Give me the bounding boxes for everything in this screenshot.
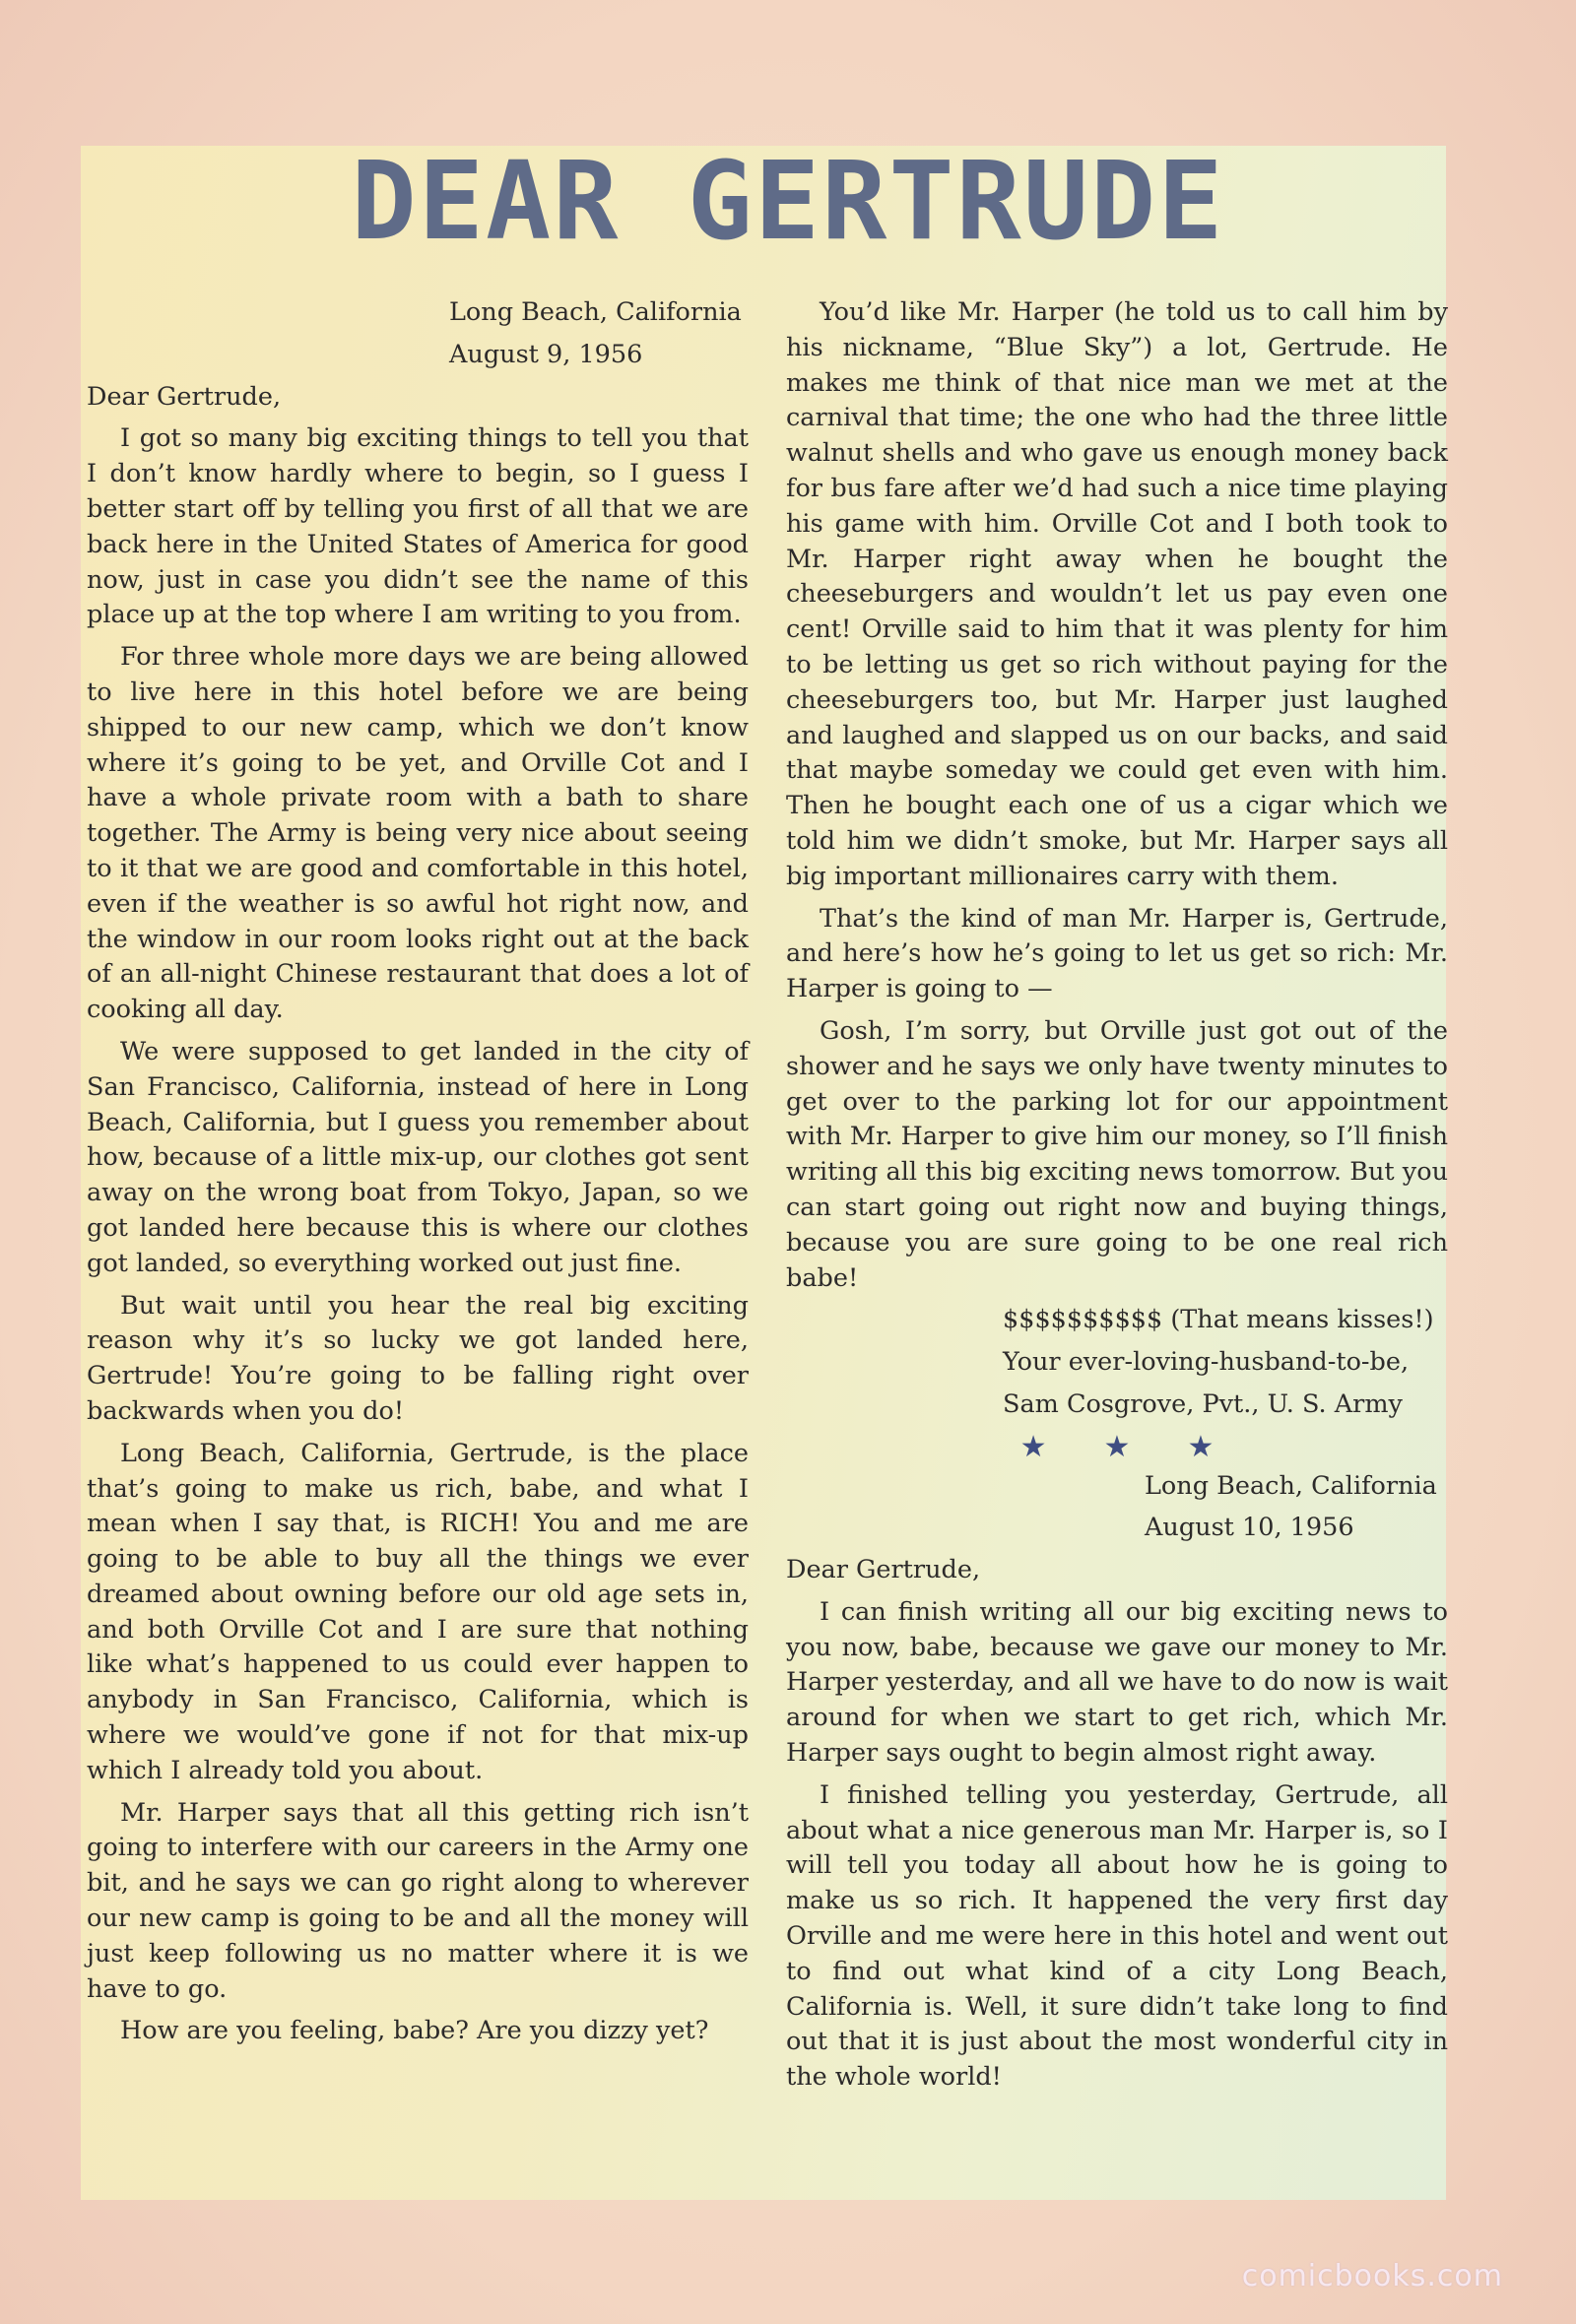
letter1-paragraph: For three whole more days we are being allowed to live here in this hotel before we are being shipped to our new camp, which we don’t know where it’s going to be yet, and Orville Cot and I have a whole private room with a bath to share together. The Army is being very nice about seeing to it that we are good and comfortable in this hotel, even if the weather is so awful hot right now, and the window in our room looks right out at the back of an all-night Chinese restaurant that does a lot of cooking all day.	[87, 642, 749, 1025]
letter1-paragraph: Gosh, I’m sorry, but Orville just got out of the shower and he says we only have twenty minutes to get over to the parking lot for our appointment with Mr. Harper to give him our money, so I’ll finish writing all this big exciting news tomorrow. But you can start going out right now and buying things, because you are sure going to be one real rich babe!	[786, 1015, 1448, 1293]
letter1-paragraph: But wait until you hear the real big exciting reason why it’s so lucky we got landed here, Gertrude! You’re going to be falling right over backwards when you do!	[87, 1290, 749, 1426]
letter1-paragraph: How are you feeling, babe? Are you dizzy yet?	[120, 2016, 709, 2046]
watermark: comicbooks.com	[1241, 2259, 1503, 2293]
signoff-line: Your ever-loving-husband-to-be,	[1003, 1347, 1410, 1378]
letter1-date: August 9, 1956	[449, 339, 643, 369]
page-title: DEAR GERTRUDE	[351, 138, 1225, 264]
letter2-paragraph: I finished telling you yesterday, Gertrude, all about what a nice generous man Mr. Harper is, so I will tell you today all about how he is going to make us so rich. It happened the very first day Orville and me were here in this hotel and went out to find out what kind of a city Long Beach, California is. Well, it sure didn’t take long to find out that it is just about the most wonderful city in the whole world!	[786, 1779, 1448, 2093]
letter1-place: Long Beach, California	[449, 297, 742, 327]
letter2-date: August 10, 1956	[1145, 1513, 1354, 1543]
letter1-greeting: Dear Gertrude,	[87, 381, 282, 412]
signoff-signature: Sam Cosgrove, Pvt., U. S. Army	[1003, 1388, 1403, 1419]
letter2-place: Long Beach, California	[1145, 1470, 1437, 1501]
left-column	[87, 295, 749, 2056]
signoff-line: $$$$$$$$$$ (That means kisses!)	[1003, 1305, 1434, 1335]
right-column	[786, 295, 1448, 2102]
star-divider-icon: ★★★	[1019, 1429, 1272, 1464]
letter2-greeting: Dear Gertrude,	[786, 1555, 981, 1585]
letter1-paragraph: I got so many big exciting things to tell you that I don’t know hardly where to begin, so I guess I better start off by telling you first of all that we are back here in the United States of America for good now, just in case you didn’t see the name of this place up at the top where I am writing to you from.	[87, 423, 749, 630]
letter1-paragraph: That’s the kind of man Mr. Harper is, Gertrude, and here’s how he’s going to let us get so rich: Mr. Harper is going to —	[786, 903, 1448, 1004]
letter1-paragraph: You’d like Mr. Harper (he told us to call him by his nickname, “Blue Sky”) a lot, Gertrude. He makes me think of that nice man we met at the carnival that time; the one who had the three little walnut shells and who gave us enough money back for bus fare after we’d had such a nice time playing his game with him. Orville Cot and I both took to Mr. Harper right away when he bought the cheeseburgers and wouldn’t let us pay even one cent! Orville said to him that it was plenty for him to be letting us get so rich without paying for the cheeseburgers too, but Mr. Harper just laughed and laughed and slapped us on our backs, and said that maybe someday we could get even with him. Then he bought each one of us a cigar which we told him we didn’t smoke, but Mr. Harper says all big important millionaires carry with them.	[786, 297, 1448, 891]
letter1-paragraph: Mr. Harper says that all this getting rich isn’t going to interfere with our careers in the Army one bit, and he says we can go right along to wherever our new camp is going to be and all the money will just keep following us no matter where it is we have to go.	[87, 1797, 749, 2004]
letter1-paragraph: Long Beach, California, Gertrude, is the place that’s going to make us rich, babe, and what I mean when I say that, is RICH! You and me are going to be able to buy all the things we ever dreamed about owning before our old age sets in, and both Orville Cot and I are sure that nothing like what’s happened to us could ever happen to anybody in San Francisco, California, which is where we would’ve gone if not for that mix-up which I already told you about.	[87, 1438, 749, 1785]
letter1-paragraph: We were supposed to get landed in the city of San Francisco, California, instead of here in Long Beach, California, but I guess you remember about how, because of a little mix-up, our clothes got sent away on the wrong boat from Tokyo, Japan, so we got landed here because this is where our clothes got landed, so everything worked out just fine.	[87, 1036, 749, 1278]
letter2-paragraph: I can finish writing all our big exciting news to you now, babe, because we gave our money to Mr. Harper yesterday, and all we have to do now is wait around for when we start to get rich, which Mr. Harper says ought to begin almost right away.	[786, 1596, 1448, 1769]
